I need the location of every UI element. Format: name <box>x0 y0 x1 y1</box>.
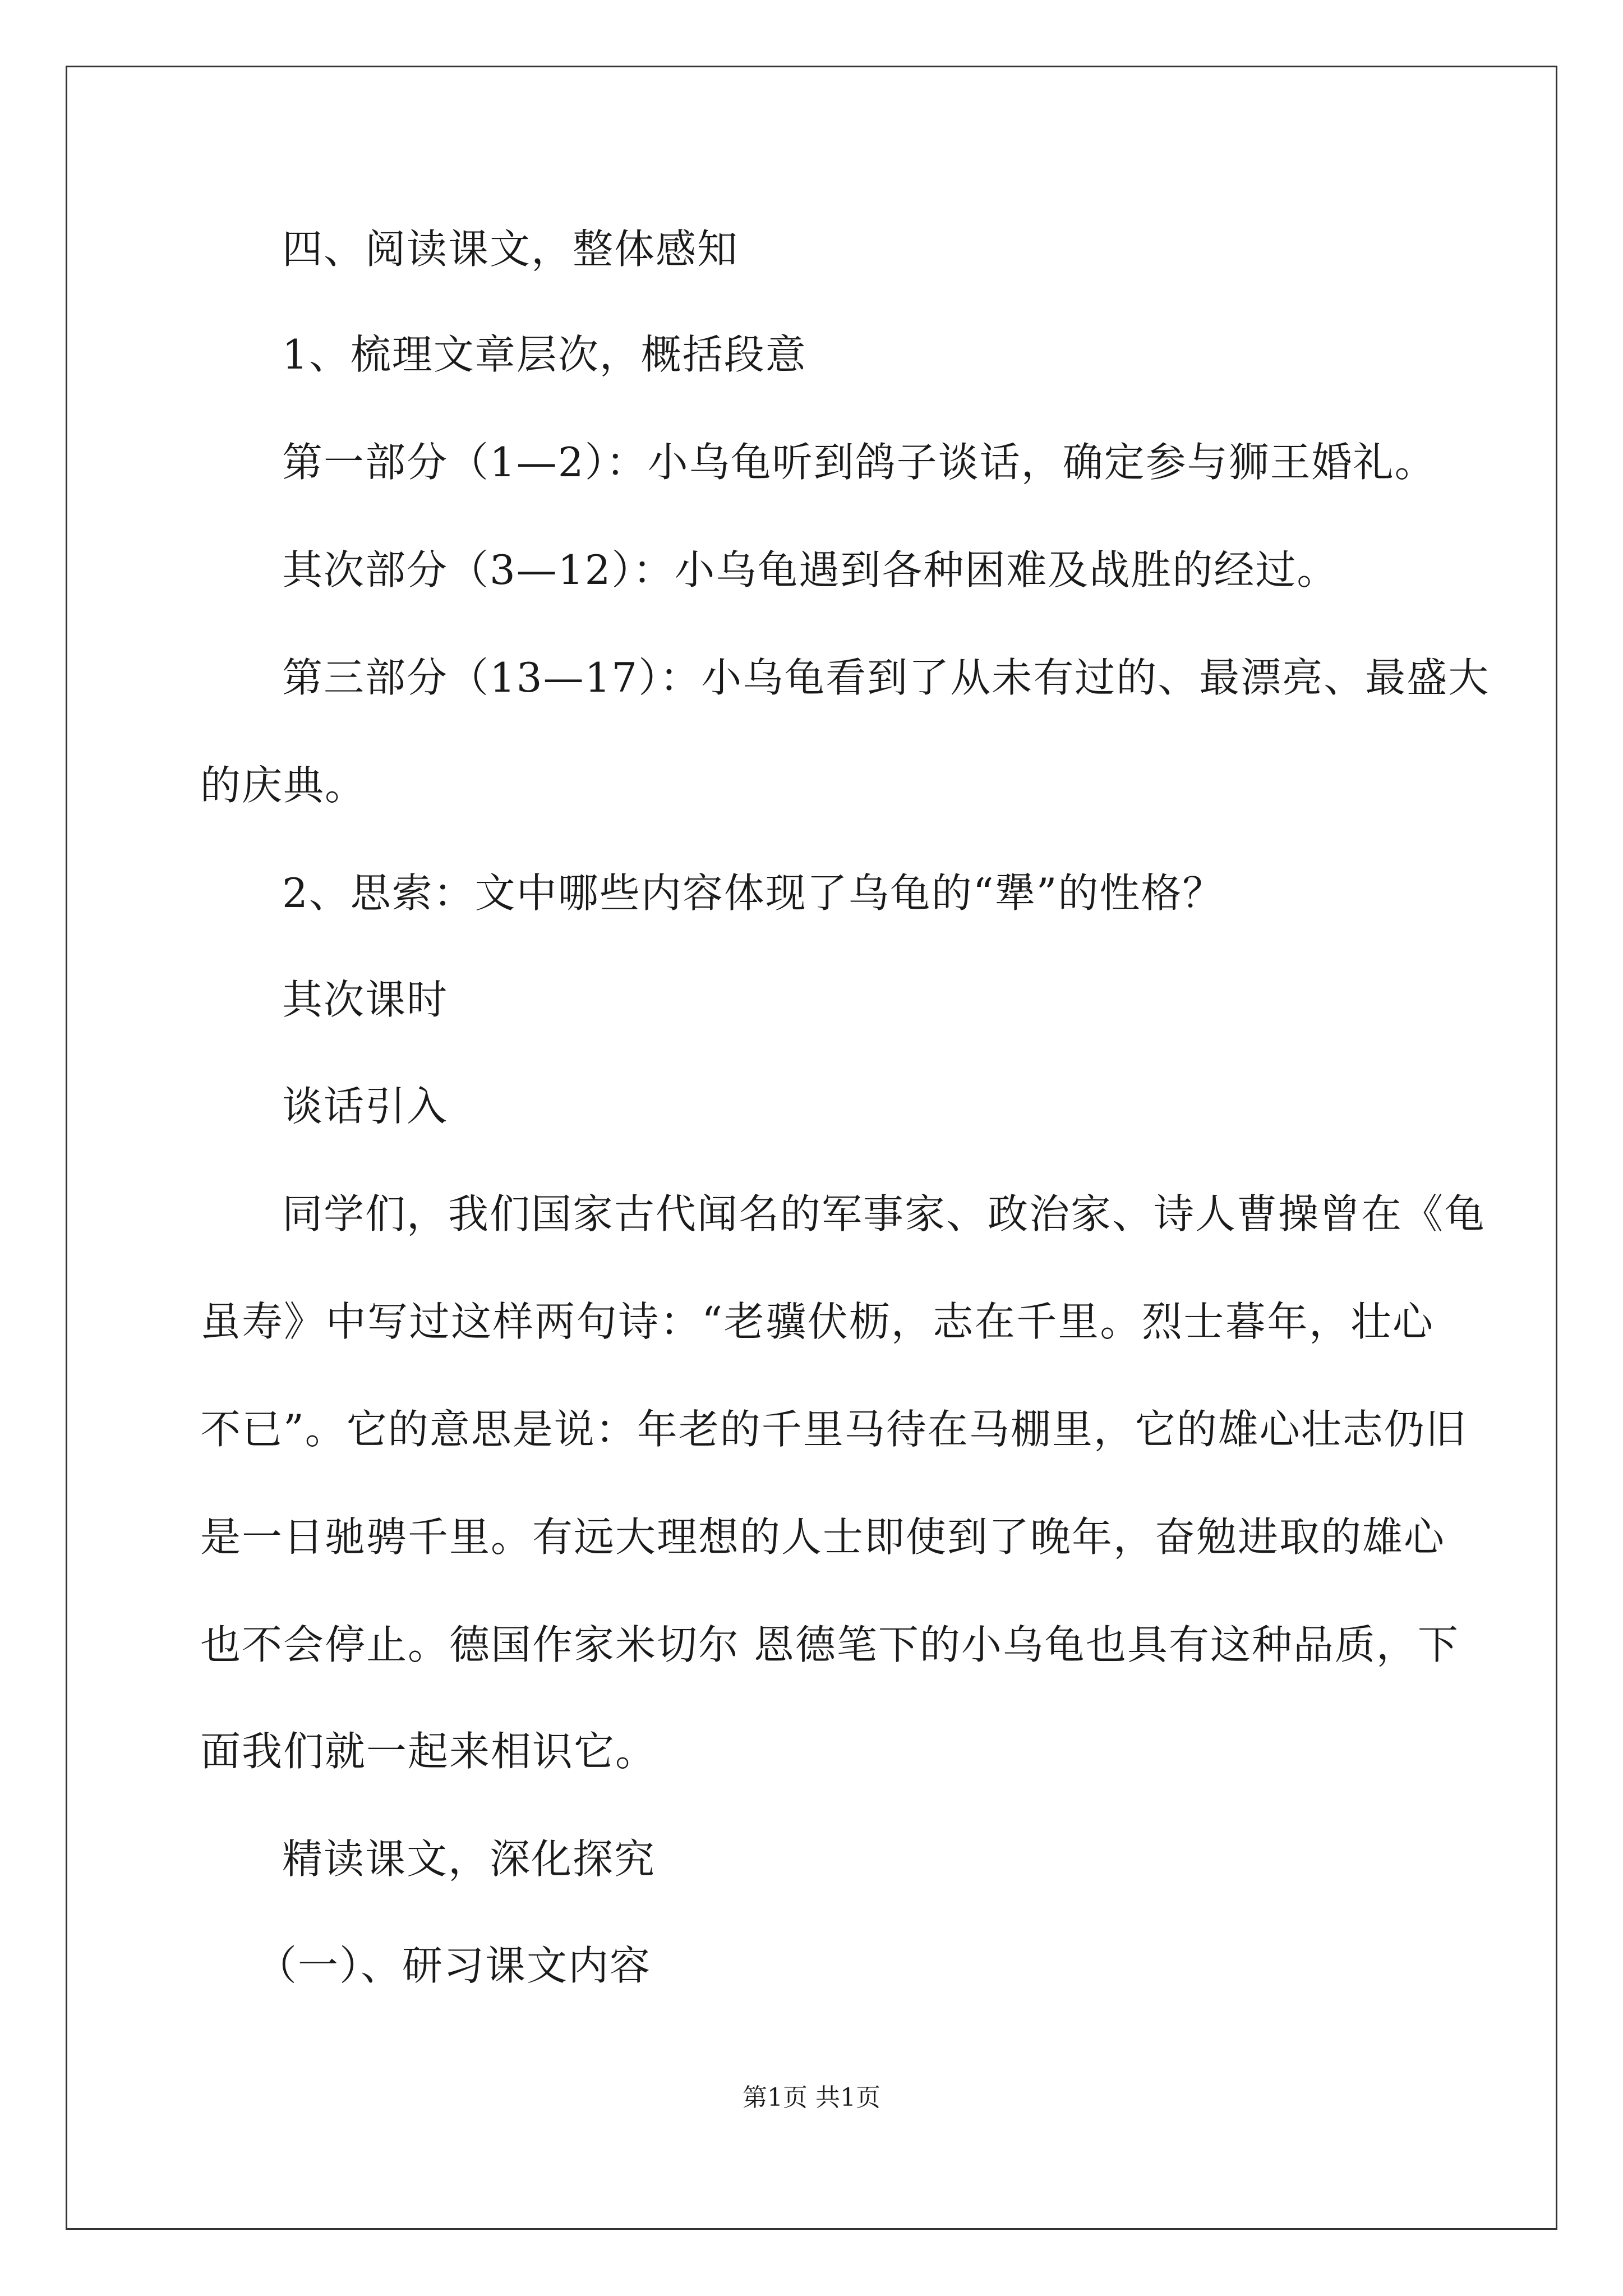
paragraph-line: 同学们，我们国家古代闻名的军事家、政治家、诗人曹操曾在《龟 <box>282 1190 1486 1237</box>
paragraph-line: 不已”。它的意思是说：年老的千里马待在马棚里，它的雄心壮志仍旧 <box>200 1406 1467 1453</box>
subheading: （一）、研习课文内容 <box>256 1942 652 1989</box>
subheading: 精读课文，深化探究 <box>282 1835 656 1883</box>
paragraph-line: 也不会停止。德国作家米切尔 恩德笔下的小乌龟也具有这种品质，下 <box>200 1621 1459 1668</box>
question-line: 2、思索：文中哪些内容体现了乌龟的“犟”的性格？ <box>282 869 1224 917</box>
subheading: 1、梳理文章层次，概括段意 <box>282 331 807 378</box>
page-border <box>66 66 1557 2230</box>
paragraph-line: 第一部分（1—2）：小乌龟听到鸽子谈话，确定参与狮王婚礼。 <box>282 439 1436 486</box>
section-heading: 四、阅读课文，整体感知 <box>282 226 739 273</box>
paragraph-line: 的庆典。 <box>200 762 367 809</box>
subheading: 其次课时 <box>282 976 449 1023</box>
paragraph-line: 面我们就一起来相识它。 <box>200 1728 657 1775</box>
paragraph-line: 其次部分（3—12）：小乌龟遇到各种困难及战胜的经过。 <box>282 546 1339 593</box>
paragraph-line: 是一日驰骋千里。有远大理想的人士即使到了晚年，奋勉进取的雄心 <box>200 1513 1446 1561</box>
page-footer: 第1页 共1页 <box>743 2083 880 2112</box>
paragraph-line: 第三部分（13—17）：小乌龟看到了从未有过的、最漂亮、最盛大 <box>282 654 1490 701</box>
paragraph-line: 虽寿》中写过这样两句诗：“老骥伏枥，志在千里。烈士暮年，壮心 <box>200 1298 1434 1345</box>
subheading: 谈话引入 <box>282 1083 449 1130</box>
